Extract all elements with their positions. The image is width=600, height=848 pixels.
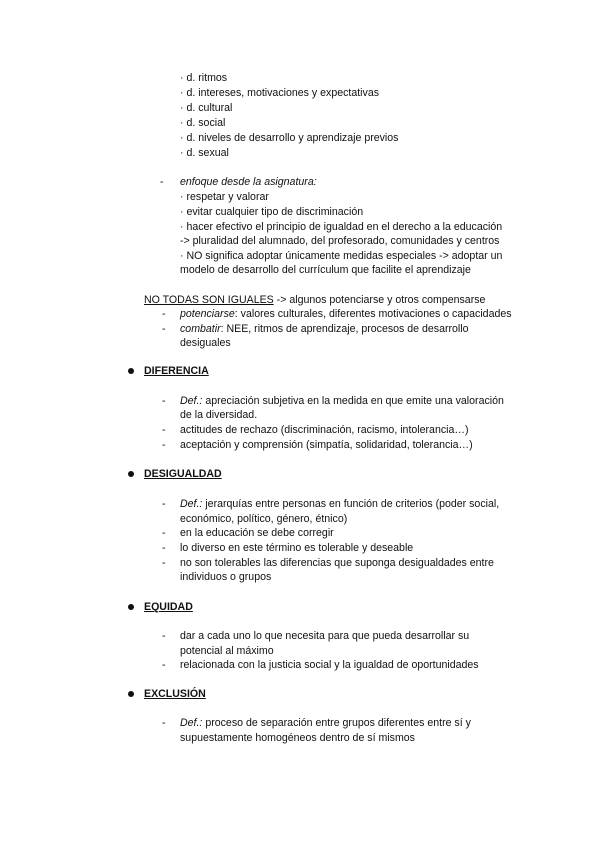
no-todas-line [144,293,485,307]
dash-marker: - [162,395,166,407]
list-item: relacionada con la justicia social y la igualdad de oportunidades [180,659,479,671]
def-label: Def.: [180,717,203,729]
bullet-dot [128,604,134,610]
list-item-continuation: potencial al máximo [180,645,274,657]
definition-continuation: económico, político, género, étnico) [180,513,348,525]
dash-marker: - [162,439,166,451]
item-text: : NEE, ritmos de aprendizaje, procesos de desarrollo [220,323,469,335]
dash-marker: - [162,527,166,539]
bullet-dot [128,368,134,374]
dash-marker: - [162,542,166,554]
dash-marker: - [160,176,164,188]
enfoque-title: enfoque desde la asignatura: [180,176,317,188]
list-item: · d. ritmos [180,72,228,84]
list-item-continuation: individuos o grupos [180,571,272,583]
def-text: apreciación subjetiva en la medida en que emite una valoración [202,395,504,407]
list-item: lo diverso en este término es tolerable y deseable [180,542,414,554]
list-item: dar a cada uno lo que necesita para que pueda desarrollar su [180,630,470,642]
dash-marker: - [162,630,166,642]
definition [180,497,499,511]
heading-equidad: EQUIDAD [144,601,193,613]
def-text: proceso de separación entre grupos diferentes entre sí y [202,717,471,729]
term-potenciarse: potenciarse [180,308,235,320]
item-text: : valores culturales, diferentes motivaciones o capacidades [234,308,512,320]
heading-desigualdad: DESIGUALDAD [144,468,222,480]
list-item: no son tolerables las diferencias que suponga desigualdades entre [180,557,494,569]
list-item: · NO significa adoptar únicamente medidas especiales -> adoptar un [180,250,503,262]
definition-continuation: supuestamente homogéneos dentro de sí mismos [180,732,415,744]
heading-exclusion: EXCLUSIÓN [144,688,206,700]
definition [180,716,471,730]
list-item: · respetar y valorar [180,191,269,203]
dash-marker: - [162,308,166,320]
list-item: · d. sexual [180,147,229,159]
def-label: Def.: [180,498,203,510]
bullet-dot [128,471,134,477]
dash-marker: - [162,557,166,569]
list-item: en la educación se debe corregir [180,527,334,539]
def-text: jerarquías entre personas en función de criterios (poder social, [202,498,500,510]
no-todas-rest: -> algunos potenciarse y otros compensarse [273,294,486,306]
list-item: · d. cultural [180,102,233,114]
heading-diferencia: DIFERENCIA [144,365,209,377]
dash-marker: - [162,717,166,729]
dash-marker: - [162,323,166,335]
def-label: Def.: [180,395,203,407]
dash-marker: - [162,659,166,671]
list-item-continuation: desiguales [180,337,231,349]
list-item: aceptación y comprensión (simpatía, solidaridad, tolerancia…) [180,439,473,451]
dash-marker: - [162,498,166,510]
list-item: -> pluralidad del alumnado, del profesorado, comunidades y centros [180,235,500,247]
list-item: · d. niveles de desarrollo y aprendizaje previos [180,132,399,144]
no-todas-title: NO TODAS SON IGUALES [144,294,274,306]
term-combatir: combatir [180,323,221,335]
definition [180,394,504,408]
list-item: · evitar cualquier tipo de discriminación [180,206,364,218]
definition-continuation: de la diversidad. [180,409,258,421]
list-item: · hacer efectivo el principio de igualdad en el derecho a la educación [180,221,503,233]
list-item: actitudes de rechazo (discriminación, racismo, intolerancia…) [180,424,469,436]
list-item: · d. intereses, motivaciones y expectativas [180,87,380,99]
list-item [180,322,469,336]
dash-marker: - [162,424,166,436]
bullet-dot [128,691,134,697]
list-item: modelo de desarrollo del currículum que facilite el aprendizaje [180,264,471,276]
list-item [180,307,512,321]
list-item: · d. social [180,117,226,129]
